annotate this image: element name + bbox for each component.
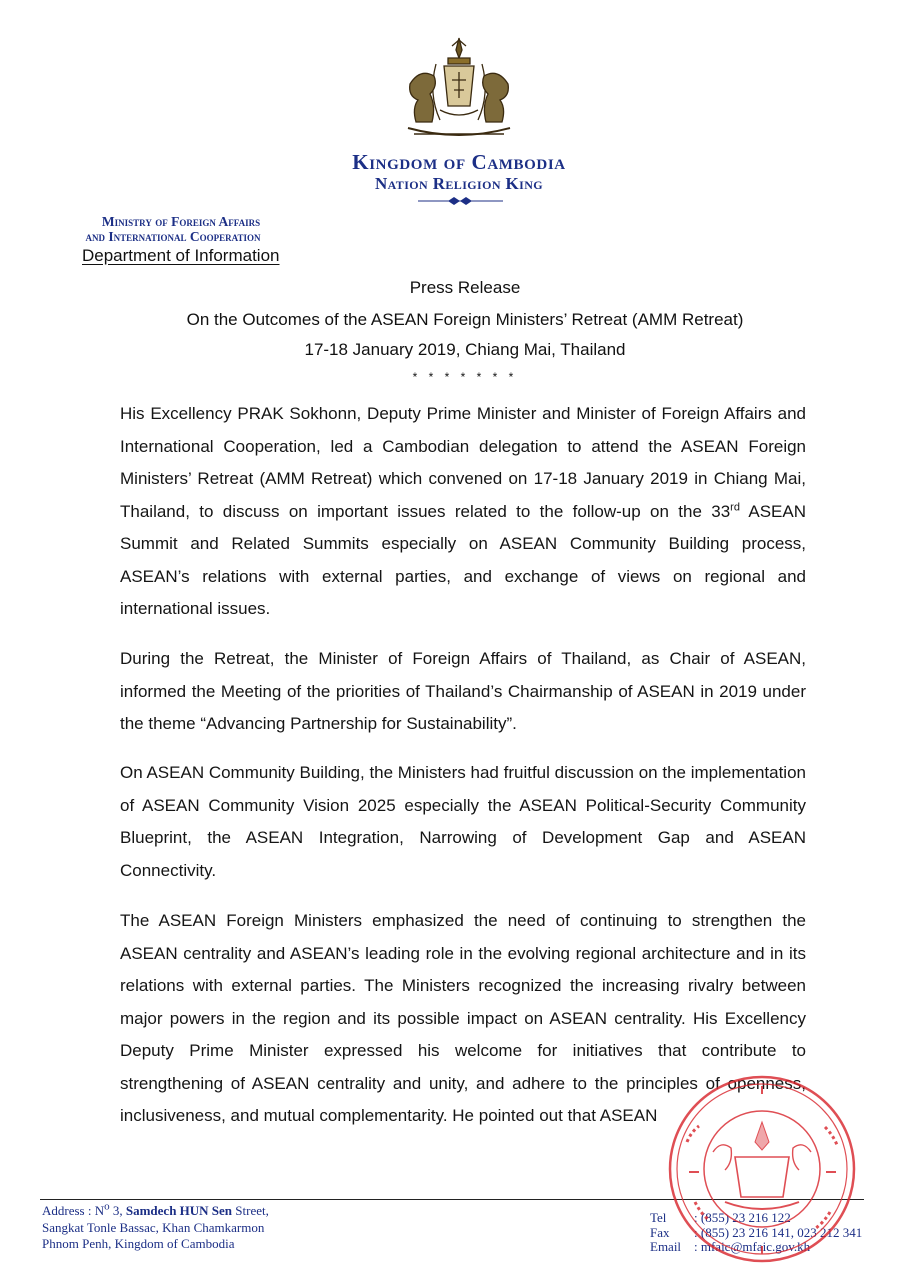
kingdom-header bbox=[330, 150, 588, 194]
document-type: Press Release bbox=[409, 278, 521, 297]
ornament-divider-icon bbox=[418, 196, 503, 206]
ministry-name: Ministry of Foreign Affairs and International Cooperation bbox=[85, 214, 261, 244]
minister-name: His Excellency PRAK Sokhonn bbox=[120, 404, 357, 423]
kingdom-name: Kingdom of Cambodia bbox=[352, 150, 566, 174]
fax-value: : (855) 23 216 141, 023 212 341 bbox=[694, 1224, 863, 1240]
document-subject: On the Outcomes of the ASEAN Foreign Ministers’ Retreat (AMM Retreat) bbox=[186, 310, 744, 329]
tel-value: : (855) 23 216 122 bbox=[694, 1210, 791, 1225]
paragraph-3: On ASEAN Community Building, the Ministers had fruitful discussion on the implementation of ASEAN Community Vision 2025 especially the ASEAN Political-Security Community Blueprint, the ASEAN Integration, Narrowing of Development Gap and ASEAN Connectivity. bbox=[120, 763, 806, 880]
email-label: Email bbox=[650, 1239, 682, 1254]
coat-of-arms-icon bbox=[400, 36, 518, 144]
department-name: Department of Information bbox=[82, 246, 280, 265]
email-value: : mfaic@mfaic.gov.kh bbox=[694, 1239, 811, 1254]
paragraph-2: During the Retreat, the Minister of Foreign Affairs of Thailand, as Chair of ASEAN, informed the Meeting of the priorities of Thailand’s Chairmanship of ASEAN in 2019 under the theme “Advancing Partnership for Sustainability”. bbox=[120, 649, 806, 733]
tel-label: Tel bbox=[650, 1210, 667, 1225]
fax-label: Fax bbox=[650, 1224, 670, 1240]
date-and-place: 17-18 January 2019, Chiang Mai, Thailand bbox=[304, 340, 626, 359]
paragraph-4: The ASEAN Foreign Ministers emphasized the need of continuing to strengthen the ASEAN centrality and ASEAN’s leading role in the evolving regional architecture and in its relations with external parties. The Ministers recognized the increasing rivalry between major powers in the region and its possible impact on ASEAN centrality. His Excellency Deputy Prime Minister expressed his welcome for initiatives that contribute to strengthening of ASEAN centrality and unity, and adhere to the principles of openness, inclusiveness, and mutual complementarity. He pointed out that ASEAN bbox=[120, 911, 806, 1125]
footer-address: Address : $N^o$ 3, Samdech HUN Sen Street, Sangkat Tonle Bassac, Khan Chamkarmon Phnom Penh, Kingdom of Cambodia bbox=[42, 1200, 269, 1251]
official-seal-icon bbox=[665, 1072, 863, 1267]
national-motto: Nation Religion King bbox=[374, 174, 544, 193]
paragraph-1: His Excellency PRAK Sokhonn, Deputy Prime Minister and Minister of Foreign Affairs and International Cooperation, led a Cambodian delegation to attend the ASEAN Foreign Ministers’ Retreat (AMM Retreat) which convened on 17-18 January 2019 in Chiang Mai, Thailand, to discuss on important issues related to the follow-up on the 33rd ASEAN Summit and Related Summits especially on ASEAN Community Building process, ASEAN’s relations with external parties, and exchange of views on regional and international issues. bbox=[120, 404, 806, 618]
asterisk-separator: * * * * * * * bbox=[412, 370, 518, 384]
